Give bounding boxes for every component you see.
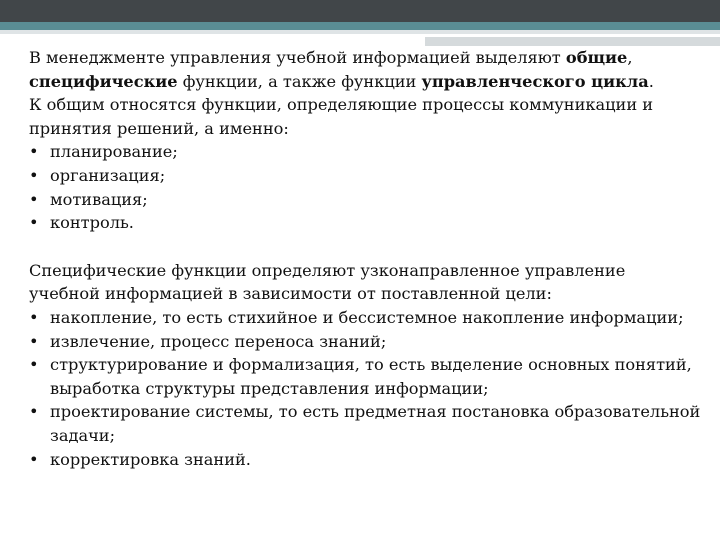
header-accent-bar (425, 37, 720, 46)
general-functions-list (29, 140, 701, 234)
list-item-text: организация; (50, 165, 166, 185)
slide-body (29, 46, 701, 471)
header-band-dark (0, 0, 720, 22)
list-item-text: накопление, то есть стихийное и бессистемное накопление информации; (50, 307, 684, 327)
list-item-text: проектирование системы, то есть предметная постановка образовательной задачи; (50, 402, 701, 445)
bullet-marker: • (29, 142, 39, 162)
list-item-text: мотивация; (50, 189, 148, 209)
intro-bold-cycle: управленческого цикла (421, 71, 649, 91)
intro-text-2: , (627, 48, 633, 67)
list-item (29, 353, 701, 400)
list-item (29, 211, 701, 235)
intro-text-4: . (648, 71, 654, 91)
list-item (29, 164, 701, 188)
intro-paragraph (29, 46, 701, 93)
bullet-marker: • (29, 402, 39, 422)
intro-bold-specific: специфические (29, 71, 178, 91)
bullet-marker: • (29, 213, 39, 233)
bullet-marker: • (29, 189, 39, 209)
bullet-marker: • (29, 165, 39, 185)
header-band-light (0, 30, 720, 34)
list-item-text: корректировка знаний. (50, 449, 251, 469)
list-item (29, 400, 701, 447)
specific-functions-list (29, 306, 701, 471)
bullet-marker: • (29, 307, 39, 327)
bullet-marker: • (29, 355, 39, 375)
list-item-text: планирование; (50, 142, 178, 162)
intro-text-1: В менеджменте управления учебной информацией выделяют (29, 48, 566, 67)
list-item-text: контроль. (50, 213, 134, 233)
bullet-marker: • (29, 331, 39, 351)
list-item (29, 306, 701, 330)
intro-text-3: функции, а также функции (177, 71, 422, 91)
paragraph-spacer (29, 235, 701, 259)
list-item (29, 448, 701, 472)
list-item-text: структурирование и формализация, то есть выделение основных понятий, выработка структуры представления информации; (50, 355, 692, 398)
list-item-text: извлечение, процесс переноса знаний; (50, 331, 387, 351)
general-functions-paragraph: К общим относятся функции, определяющие процессы коммуникации и принятия решений, а именно: (29, 95, 654, 138)
list-item (29, 140, 701, 164)
intro-bold-general: общие (565, 48, 628, 67)
list-item (29, 330, 701, 354)
bullet-marker: • (29, 449, 39, 469)
list-item (29, 188, 701, 212)
specific-functions-paragraph: Специфические функции определяют узконаправленное управление учебной информацией в зависимости от поставленной цели: (29, 260, 626, 304)
header-band-teal (0, 22, 720, 30)
